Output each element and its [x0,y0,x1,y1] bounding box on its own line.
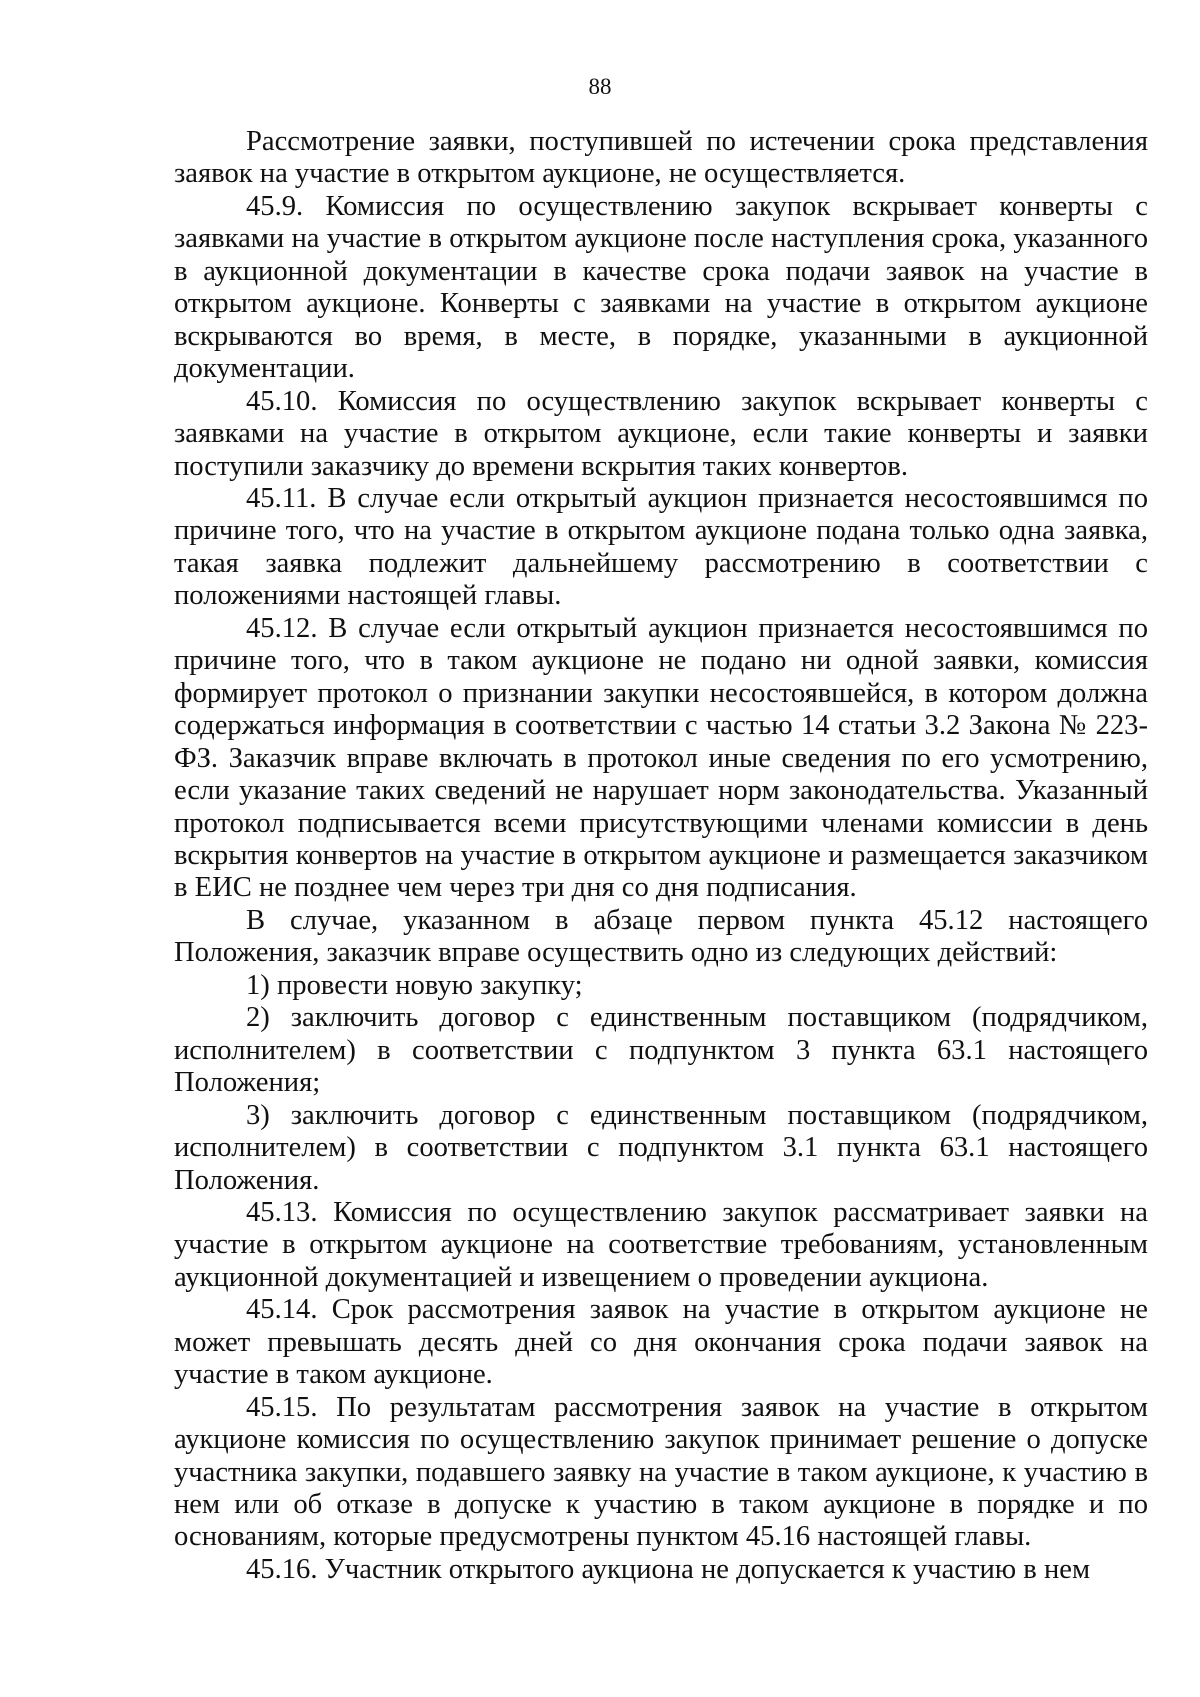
paragraph-45-15: 45.15. По результатам рассмотрения заявок на участие в открытом аукционе комиссия по осуществлению закупок принимает решение о допуске участника закупки, подавшего заявку на участие в таком аукционе, к участию в нем или об отказе в допуске к участию в таком аукционе в порядке и по основаниям, которые предусмотрены пунктом 45.16 настоящей главы. [174,1391,1148,1553]
list-item: 3) заключить договор с единственным поставщиком (подрядчиком, исполнителем) в соответствии с подпунктом 3.1 пункта 63.1 настоящего Положения. [174,1099,1148,1196]
paragraph-45-11: 45.11. В случае если открытый аукцион признается несостоявшимся по причине того, что на участие в открытом аукционе подана только одна заявка, такая заявка подлежит дальнейшему рассмотрению в соответствии с положениями настоящей главы. [174,482,1148,612]
paragraph-45-10: 45.10. Комиссия по осуществлению закупок вскрывает конверты с заявками на участие в открытом аукционе, если такие конверты и заявки поступили заказчику до времени вскрытия таких конвертов. [174,385,1148,482]
paragraph-45-14: 45.14. Срок рассмотрения заявок на участие в открытом аукционе не может превышать десять дней со дня окончания срока подачи заявок на участие в таком аукционе. [174,1294,1148,1391]
list-item: 1) провести новую закупку; [246,969,583,1001]
paragraph: Рассмотрение заявки, поступившей по истечении срока представления заявок на участие в открытом аукционе, не осуществляется. [174,126,1148,190]
page-number: 88 [588,74,612,99]
paragraph-45-9: 45.9. Комиссия по осуществлению закупок вскрывает конверты с заявками на участие в открытом аукционе после наступления срока, указанного в аукционной документации в качестве срока подачи заявок на участие в открытом аукционе. Конверты с заявками на участие в открытом аукционе вскрываются во время, в месте, в порядке, указанными в аукционной документации. [174,190,1148,385]
paragraph-45-12: 45.12. В случае если открытый аукцион признается несостоявшимся по причине того, что в таком аукционе не подано ни одной заявки, комиссия формирует протокол о признании закупки несостоявшейся, в котором должна содержаться информация в соответствии с частью 14 статьи 3.2 Закона № 223-ФЗ. Заказчик вправе включать в протокол иные сведения по его усмотрению, если указание таких сведений не нарушает норм законодательства. Указанный протокол подписывается всеми присутствующими членами комиссии в день вскрытия конвертов на участие в открытом аукционе и размещается заказчиком в ЕИС не позднее чем через три дня со дня подписания. [174,612,1148,904]
paragraph-45-13: 45.13. Комиссия по осуществлению закупок рассматривает заявки на участие в открытом аукционе на соответствие требованиям, установленным аукционной документацией и извещением о проведении аукциона. [174,1196,1148,1293]
list-item: 2) заключить договор с единственным поставщиком (подрядчиком, исполнителем) в соответствии с подпунктом 3 пункта 63.1 настоящего Положения; [174,1002,1148,1099]
paragraph-45-16: 45.16. Участник открытого аукциона не допускается к участию в нем [246,1553,1091,1585]
paragraph: В случае, указанном в абзаце первом пункта 45.12 настоящего Положения, заказчик вправе осуществить одно из следующих действий: [174,904,1148,969]
document-body [174,126,1148,1586]
